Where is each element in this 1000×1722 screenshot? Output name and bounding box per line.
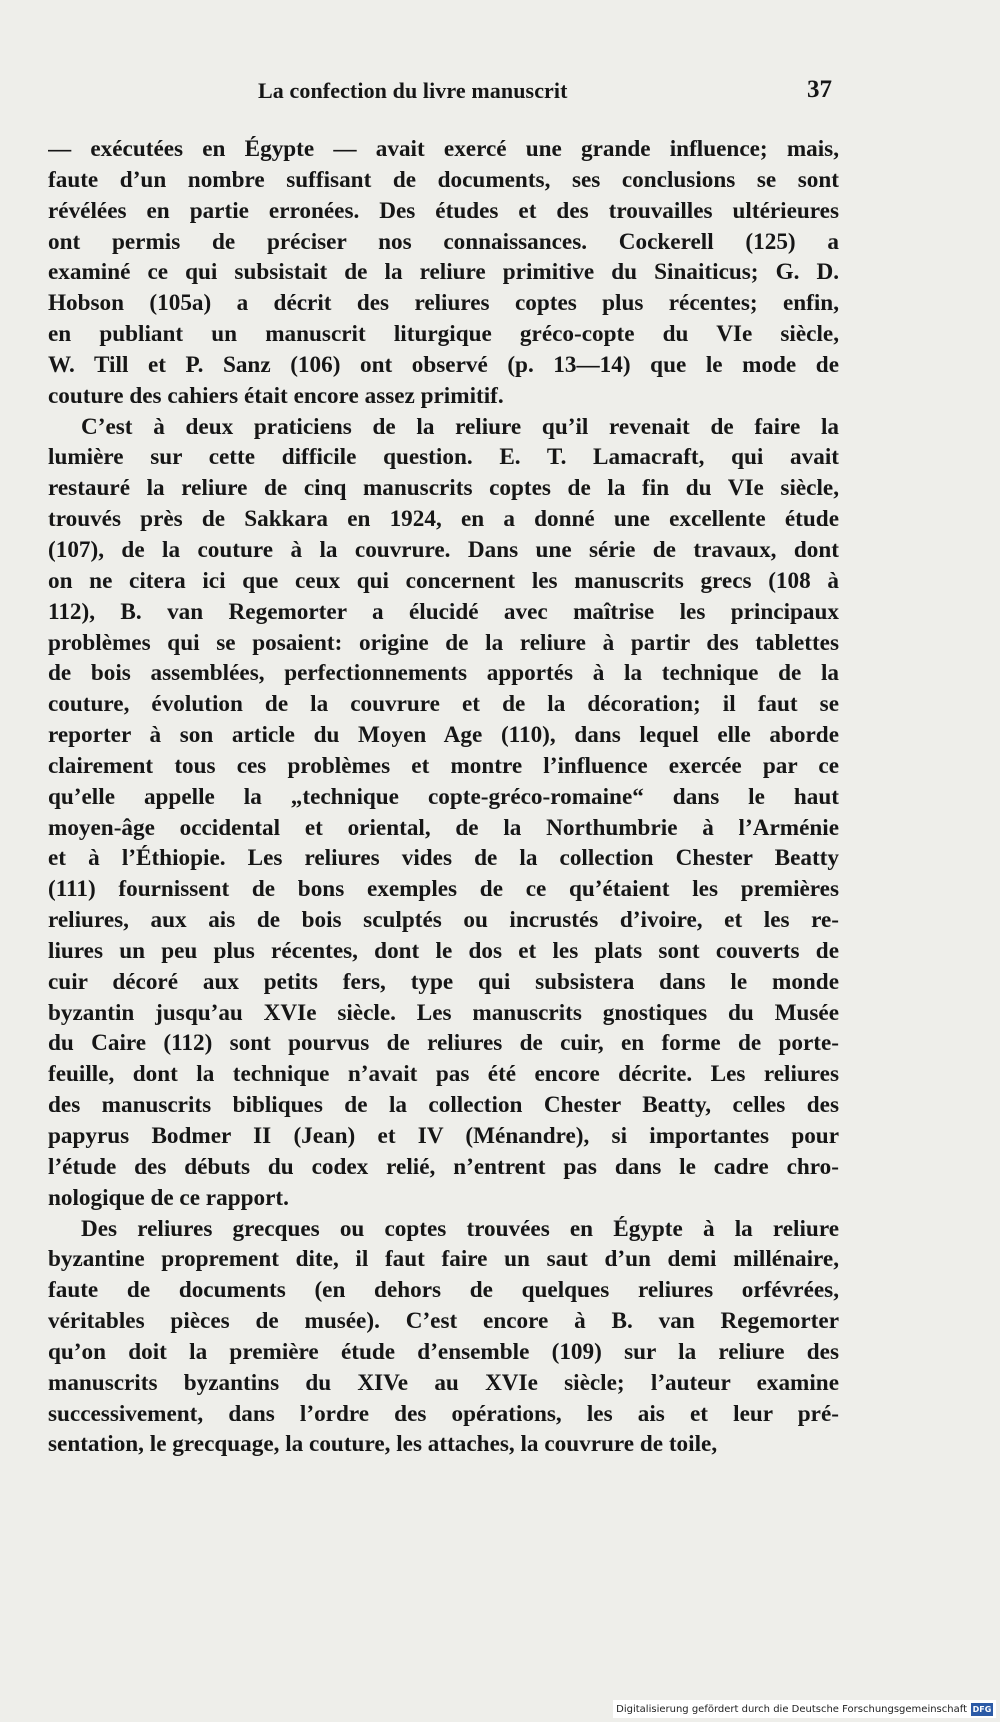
- text-line: byzantine proprement dite, il faut faire un saut d’un demi millénaire,: [48, 1246, 839, 1273]
- text-line: faute d’un nombre suffisant de documents, ses conclusions se sont: [48, 166, 839, 193]
- text-line: véritables pièces de musée). C’est encore à B. van Regemorter: [48, 1308, 839, 1335]
- text-line: qu’on doit la première étude d’ensemble (109) sur la reliure des: [48, 1338, 839, 1365]
- paragraph: [48, 1214, 839, 1461]
- text-line: couture des cahiers était encore assez primitif.: [48, 382, 504, 409]
- text-line: 112), B. van Regemorter a élucidé avec maîtrise les principaux: [48, 598, 839, 625]
- text-line: on ne citera ici que ceux qui concernent les manuscrits grecs (108 à: [48, 567, 839, 594]
- paragraph: [48, 412, 839, 1214]
- text-line: C’est à deux praticiens de la reliure qu’il revenait de faire la: [81, 413, 839, 440]
- page-header: [258, 78, 832, 112]
- text-line: nologique de ce rapport.: [48, 1184, 289, 1211]
- text-line: (111) fournissent de bons exemples de ce qu’étaient les premières: [48, 876, 839, 903]
- text-line: sentation, le grecquage, la couture, les attaches, la couvrure de toile,: [48, 1431, 718, 1458]
- text-line: papyrus Bodmer II (Jean) et IV (Ménandre), si importantes pour: [48, 1123, 839, 1149]
- digitization-credit: [613, 1700, 996, 1718]
- text-line: manuscrits byzantins du XIVe au XVIe siècle; l’auteur examine: [48, 1369, 839, 1396]
- text-line: reliures, aux ais de bois sculptés ou incrustés d’ivoire, et les re-: [48, 907, 839, 934]
- credit-text: Digitalisierung gefördert durch die Deutsche Forschungsgemeinschaft: [616, 1703, 967, 1715]
- text-line: du Caire (112) sont pourvus de reliures de cuir, en forme de porte-: [48, 1030, 839, 1057]
- text-line: W. Till et P. Sanz (106) ont observé (p. 13—14) que le mode de: [48, 351, 839, 378]
- text-line: byzantin jusqu’au XVIe siècle. Les manuscrits gnostiques du Musée: [48, 999, 839, 1026]
- running-title: La confection du livre manuscrit: [258, 78, 568, 103]
- text-line: en publiant un manuscrit liturgique gréco-copte du VIe siècle,: [48, 321, 839, 348]
- dfg-logo: DFG: [972, 1704, 992, 1714]
- text-line: liures un peu plus récentes, dont le dos et les plats sont couverts de: [48, 937, 839, 964]
- text-line: ont permis de préciser nos connaissances. Cockerell (125) a: [48, 228, 839, 255]
- text-line: — exécutées en Égypte — avait exercé une grande influence; mais,: [48, 136, 839, 162]
- text-line: lumière sur cette difficile question. E. T. Lamacraft, qui avait: [48, 444, 839, 471]
- text-line: couture, évolution de la couvrure et de la décoration; il faut se: [48, 691, 839, 718]
- text-line: examiné ce qui subsistait de la reliure primitive du Sinaiticus; G. D.: [48, 259, 839, 286]
- text-line: Hobson (105a) a décrit des reliures coptes plus récentes; enfin,: [48, 290, 839, 317]
- paragraph: [48, 134, 839, 412]
- text-line: trouvés près de Sakkara en 1924, en a donné une excellente étude: [48, 506, 839, 533]
- text-line: restauré la reliure de cinq manuscrits coptes de la fin du VIe siècle,: [48, 475, 839, 502]
- text-line: Des reliures grecques ou coptes trouvées en Égypte à la reliure: [81, 1215, 839, 1242]
- text-line: moyen-âge occidental et oriental, de la Northumbrie à l’Arménie: [48, 814, 839, 841]
- text-line: reporter à son article du Moyen Age (110), dans lequel elle aborde: [48, 722, 839, 749]
- text-line: et à l’Éthiopie. Les reliures vides de la collection Chester Beatty: [48, 845, 839, 872]
- text-line: feuille, dont la technique n’avait pas été encore décrite. Les reliures: [48, 1061, 839, 1088]
- text-line: (107), de la couture à la couvrure. Dans une série de travaux, dont: [48, 536, 839, 563]
- text-line: faute de documents (en dehors de quelques reliures orfévrées,: [48, 1277, 839, 1304]
- text-line: de bois assemblées, perfectionnements apportés à la technique de la: [48, 660, 839, 687]
- text-line: clairement tous ces problèmes et montre l’influence exercée par ce: [48, 752, 839, 779]
- text-line: qu’elle appelle la „technique copte-gréco-romaine“ dans le haut: [48, 783, 839, 810]
- text-line: l’étude des débuts du codex relié, n’entrent pas dans le cadre chro-: [48, 1153, 839, 1180]
- text-line: révélées en partie erronées. Des études et des trouvailles ultérieures: [48, 197, 839, 224]
- body-text: [48, 134, 839, 1460]
- page-number: 37: [807, 76, 832, 103]
- text-line: problèmes qui se posaient: origine de la reliure à partir des tablettes: [48, 629, 839, 656]
- text-line: successivement, dans l’ordre des opérations, les ais et leur pré-: [48, 1400, 839, 1427]
- text-line: des manuscrits bibliques de la collection Chester Beatty, celles des: [48, 1092, 839, 1119]
- text-line: cuir décoré aux petits fers, type qui subsistera dans le monde: [48, 968, 839, 995]
